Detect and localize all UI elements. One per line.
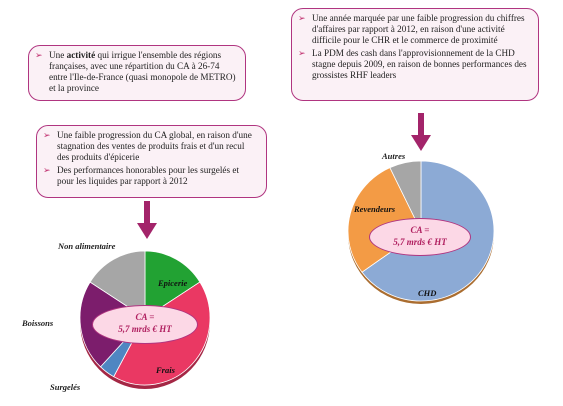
pie-label-non-alimentaire: Non alimentaire bbox=[58, 241, 116, 251]
pie-label-boissons: Boissons bbox=[22, 318, 54, 328]
sales-bullet-1: ➢ Une faible progression du CA global, en raison d'une stagnation des ventes de produits frais et d'un recul des produits d'épicerie bbox=[43, 130, 258, 163]
pie-label-revendeurs: Revendeurs bbox=[354, 204, 396, 214]
activity-keyword: activité bbox=[66, 50, 96, 60]
sales-bullet-2: ➢ Des performances honorables pour les surgelés et pour les liquides par rapport à 2012 bbox=[43, 165, 258, 187]
market-bullet-1: ➢ Une année marquée par une faible progression du chiffres d'affaires par rapport à 2012, en raison d'une activité difficile pour le CHR et le commerce de proximité bbox=[298, 13, 530, 46]
pie-label-chd: CHD bbox=[418, 288, 437, 298]
right-ca-total bbox=[369, 218, 471, 256]
pie-label-surgeles: Surgelés bbox=[50, 382, 81, 392]
left-ca-total bbox=[92, 305, 198, 344]
activity-bullet: ➢ Une activité qui irrigue l'ensemble des régions françaises, avec une répartition du CA à 26-74 entre l'Ile-de-France (quasi monopole de METRO) et la province bbox=[35, 50, 237, 94]
pie-label-frais: Frais bbox=[156, 365, 175, 375]
left-ca-label: CA = bbox=[135, 312, 155, 322]
pie-label-epicerie: Epicerie bbox=[158, 278, 188, 288]
right-ca-label: CA = bbox=[410, 225, 430, 235]
pie-label-autres: Autres bbox=[382, 151, 406, 161]
market-bullet-2: ➢ La PDM des cash dans l'approvisionnement de la CHD stagne depuis 2009, en raison de bonnes performances des grossistes RHF leaders bbox=[298, 48, 530, 81]
right-ca-value: 5,7 mrds € HT bbox=[393, 237, 447, 247]
left-ca-value: 5,7 mrds € HT bbox=[118, 324, 172, 334]
